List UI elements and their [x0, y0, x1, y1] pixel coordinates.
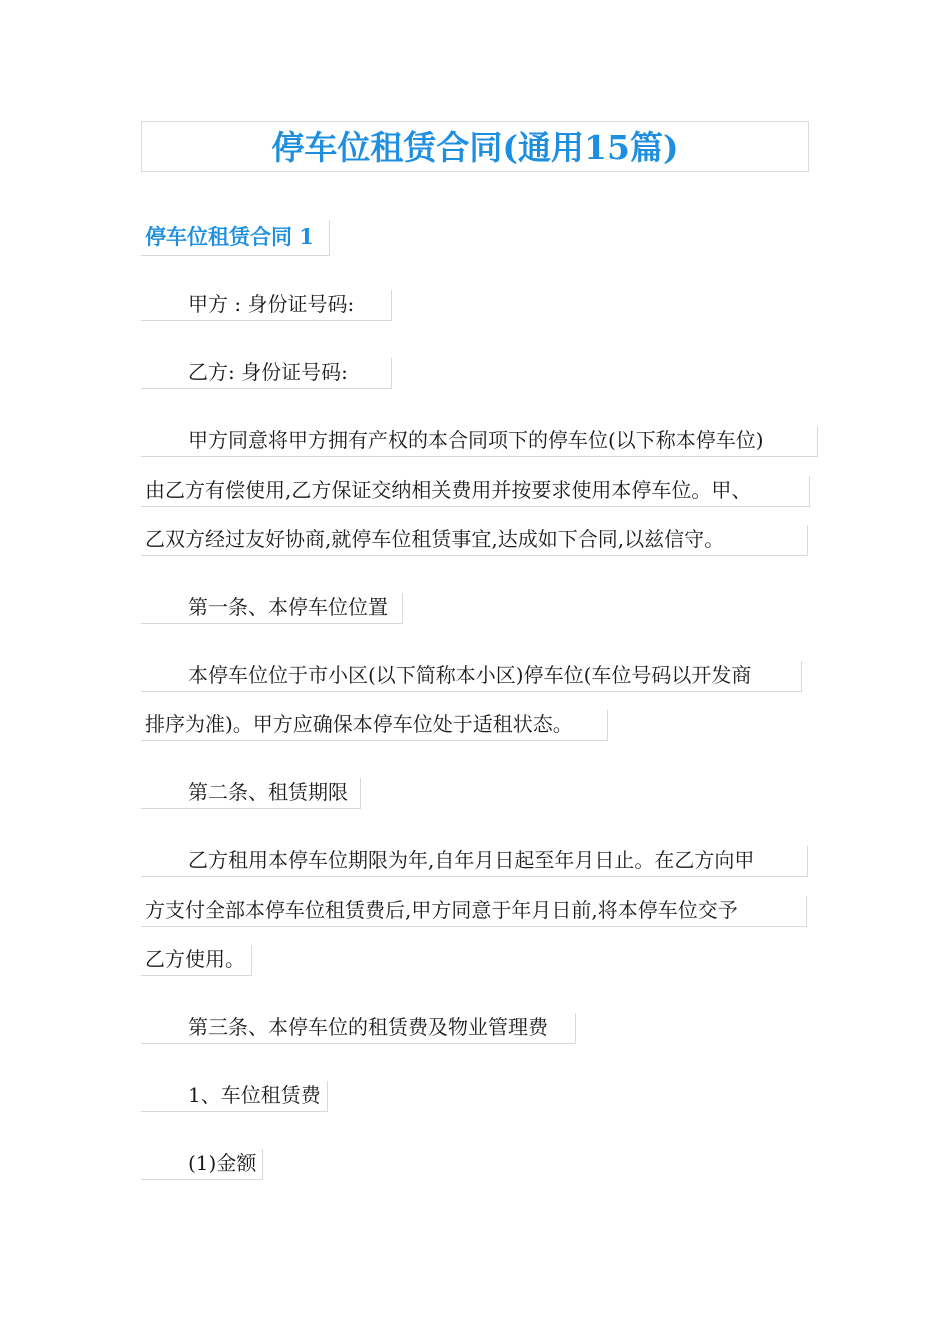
paragraph-line: 乙方: 身份证号码:: [141, 358, 392, 389]
paragraph-line: 甲方 : 身份证号码:: [141, 290, 392, 321]
paragraph-line: 方支付全部本停车位租赁费后,甲方同意于年月日前,将本停车位交予: [141, 896, 807, 927]
paragraph-line: 由乙方有偿使用,乙方保证交纳相关费用并按要求使用本停车位。甲、: [141, 476, 810, 507]
paragraph-line: 乙双方经过友好协商,就停车位租赁事宜,达成如下合同,以兹信守。: [141, 525, 808, 556]
paragraph-line: 1、车位租赁费: [141, 1081, 328, 1112]
paragraph-line: 第一条、本停车位位置: [141, 593, 403, 624]
paragraph-line: 第三条、本停车位的租赁费及物业管理费: [141, 1013, 576, 1044]
paragraph-line: (1)金额: [141, 1149, 263, 1180]
paragraph-line: 乙方租用本停车位期限为年,自年月日起至年月日止。在乙方向甲: [141, 846, 808, 877]
paragraph-line: 本停车位位于市小区(以下简称本小区)停车位(车位号码以开发商: [141, 661, 802, 692]
paragraph-line: 甲方同意将甲方拥有产权的本合同项下的停车位(以下称本停车位): [141, 426, 818, 457]
paragraph-line: 排序为准)。甲方应确保本停车位处于适租状态。: [141, 710, 608, 741]
section-heading-box: [141, 220, 330, 256]
paragraph-line: 乙方使用。: [141, 945, 252, 976]
document-title-box: [141, 121, 809, 172]
section-heading: 停车位租赁合同 1: [145, 224, 314, 249]
paragraph-line: 第二条、租赁期限: [141, 778, 361, 809]
document-title: 停车位租赁合同(通用15篇): [271, 128, 679, 167]
